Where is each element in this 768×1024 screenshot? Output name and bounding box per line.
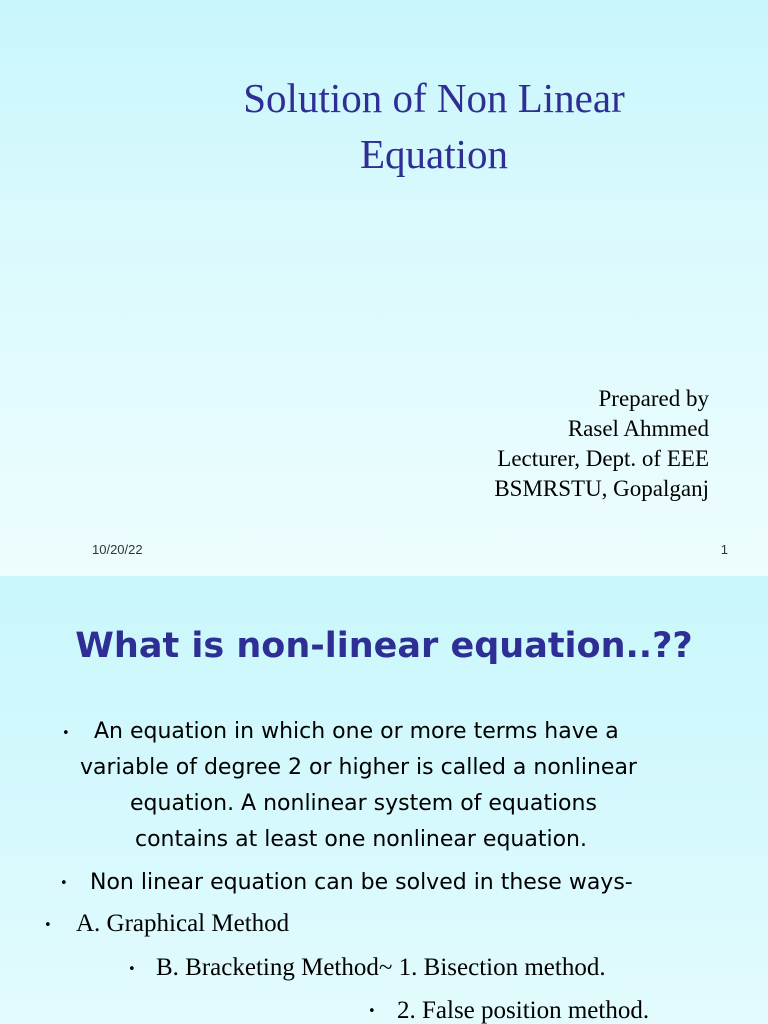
bullet-2-text: Non linear equation can be solved in these ways- [90,870,633,895]
slide-2-title: What is non-linear equation..?? [75,626,693,666]
bullet-icon: • [128,962,136,977]
bullet-icon: • [368,1004,376,1019]
author-line-2: Rasel Ahmmed [567,416,709,441]
author-line-3: Lecturer, Dept. of EEE [497,446,709,471]
slide-date: 10/20/22 [92,542,143,557]
author-line-1: Prepared by [598,386,709,411]
bullet-icon: • [44,918,52,933]
bullet-5-text: 2. False position method. [397,997,650,1024]
title-line-2: Equation [359,131,509,177]
slide-2 [0,576,768,1024]
author-line-4: BSMRSTU, Gopalganj [494,476,709,501]
title-line-1: Solution of Non Linear [243,75,625,121]
bullet-icon: • [60,876,68,891]
bullet-icon: • [62,726,70,741]
bullet-1-line-3: equation. A nonlinear system of equations [130,791,597,816]
bullet-3-text: A. Graphical Method [76,910,290,937]
bullet-4-text: B. Bracketing Method~ 1. Bisection method. [156,954,606,981]
bullet-1-line-1: An equation in which one or more terms have a [94,719,619,744]
slide-number: 1 [720,542,728,557]
slide-1-title [150,70,718,182]
author-block [494,384,709,504]
bullet-1-line-4: contains at least one nonlinear equation. [135,827,587,852]
bullet-1-line-2: variable of degree 2 or higher is called a nonlinear [80,755,637,780]
